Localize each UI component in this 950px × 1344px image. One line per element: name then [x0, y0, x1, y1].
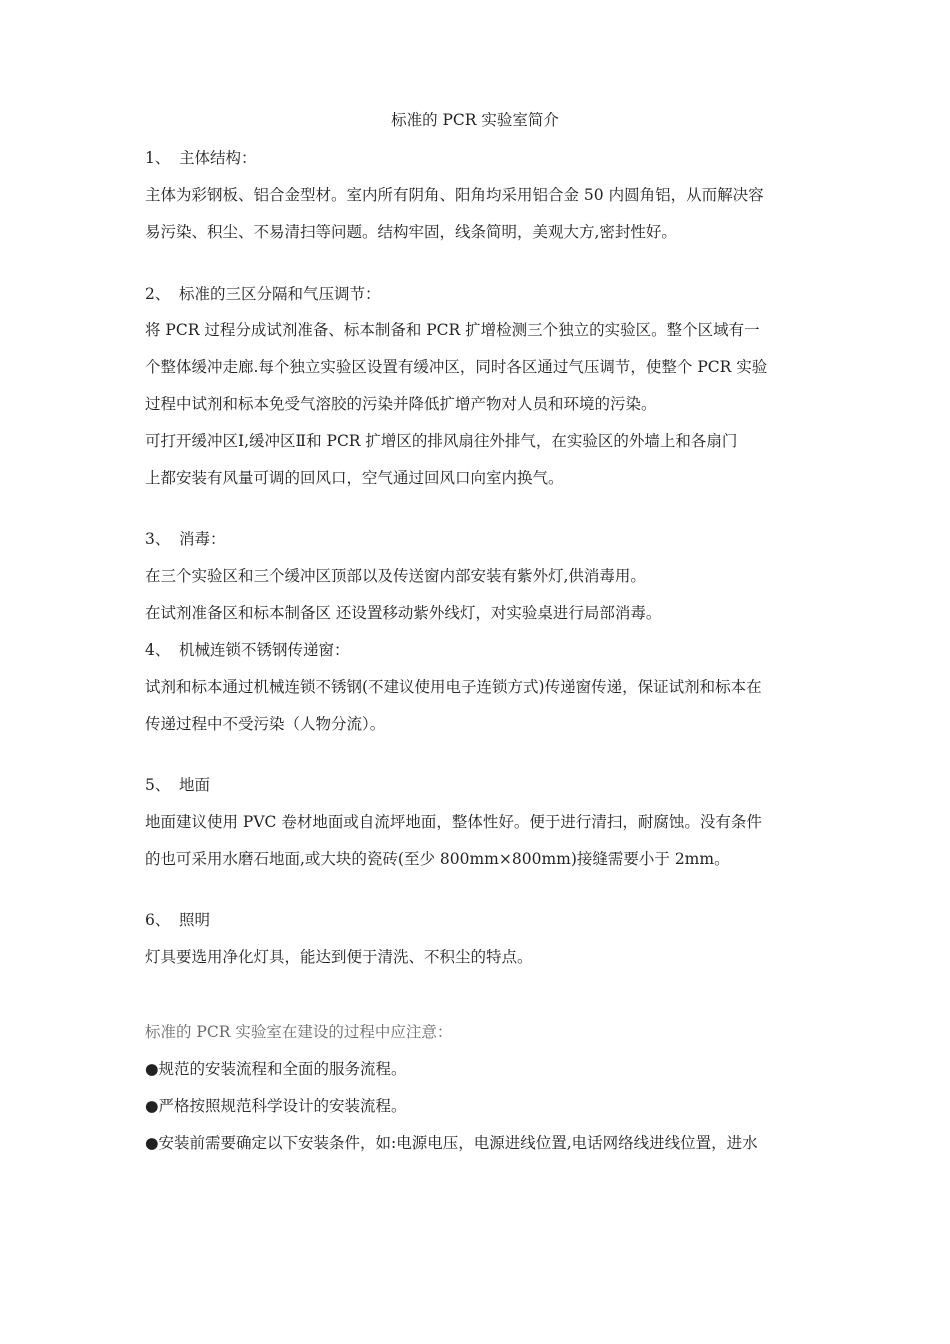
section-5-line-2: 的也可采用水磨石地面,或大块的瓷砖(至少 800mm×800mm)接缝需要小于 2mm。 — [145, 850, 730, 868]
section-heading-text: 地面 — [179, 776, 211, 794]
section-number: 3、 — [145, 530, 171, 548]
section-2-heading — [145, 282, 825, 306]
section-number: 4、 — [145, 641, 171, 659]
section-6-heading — [145, 908, 825, 932]
section-heading-text: 主体结构： — [179, 149, 257, 167]
section-heading-text: 机械连锁不锈钢传递窗： — [179, 641, 350, 659]
section-1-line-1: 主体为彩钢板、铝合金型材。室内所有阴角、阳角均采用铝合金 50 内圆角铝，从而解决容 — [145, 186, 764, 204]
section-number: 1、 — [145, 149, 171, 167]
section-4-line-1: 试剂和标本通过机械连锁不锈钢(不建议使用电子连锁方式)传递窗传递，保证试剂和标本在 — [145, 678, 762, 696]
section-5-heading — [145, 773, 825, 797]
notes-intro — [145, 1020, 825, 1044]
section-2-line-3: 过程中试剂和标本免受气溶胶的污染并降低扩增产物对人员和环境的污染。 — [145, 395, 657, 413]
document-title: 标准的 PCR 实验室简介 — [391, 111, 559, 129]
section-4-line-2: 传递过程中不受污染（人物分流）。 — [145, 715, 386, 733]
section-3-line-2: 在试剂准备区和标本制备区 还设置移动紫外线灯，对实验桌进行局部消毒。 — [145, 604, 662, 622]
section-1-line-2: 易污染、积尘、不易清扫等问题。结构牢固，线条简明，美观大方,密封性好。 — [145, 223, 677, 241]
section-3-line-1: 在三个实验区和三个缓冲区顶部以及传送窗内部安装有紫外灯,供消毒用。 — [145, 567, 646, 585]
section-2-line-2: 个整体缓冲走廊.每个独立实验区设置有缓冲区，同时各区通过气压调节，使整个 PCR 实验 — [145, 358, 768, 376]
section-1-heading — [145, 146, 825, 170]
section-6-line-1: 灯具要选用净化灯具，能达到便于清洗、不积尘的特点。 — [145, 948, 533, 966]
section-2-line-4: 可打开缓冲区Ⅰ,缓冲区Ⅱ和 PCR 扩增区的排风扇往外排气，在实验区的外墙上和各扇门 — [145, 432, 738, 450]
section-4-heading — [145, 638, 825, 662]
notes-bullet-3: ●安装前需要确定以下安装条件，如:电源电压，电源进线位置,电话网络线进线位置，进水 — [145, 1134, 758, 1152]
section-2-line-1: 将 PCR 过程分成试剂准备、标本制备和 PCR 扩增检测三个独立的实验区。整个区域有一 — [145, 321, 760, 339]
section-3-heading — [145, 527, 825, 551]
section-heading-text: 消毒： — [179, 530, 226, 548]
section-heading-text: 标准的三区分隔和气压调节： — [179, 285, 381, 303]
section-number: 5、 — [145, 776, 171, 794]
section-number: 6、 — [145, 911, 171, 929]
section-number: 2、 — [145, 285, 171, 303]
notes-bullet-1: ●规范的安装流程和全面的服务流程。 — [145, 1060, 407, 1078]
notes-intro-rest: 在建设的过程中应注意： — [281, 1023, 453, 1041]
section-5-line-1: 地面建议使用 PVC 卷材地面或自流坪地面，整体性好。便于进行清扫，耐腐蚀。没有条件 — [145, 813, 762, 831]
notes-bullet-2: ●严格按照规范科学设计的安装流程。 — [145, 1097, 407, 1115]
notes-intro-subject: 标准的 PCR 实验室 — [145, 1023, 282, 1041]
section-heading-text: 照明 — [179, 911, 211, 929]
section-2-line-5: 上都安装有风量可调的回风口，空气通过回风口向室内换气。 — [145, 469, 564, 487]
